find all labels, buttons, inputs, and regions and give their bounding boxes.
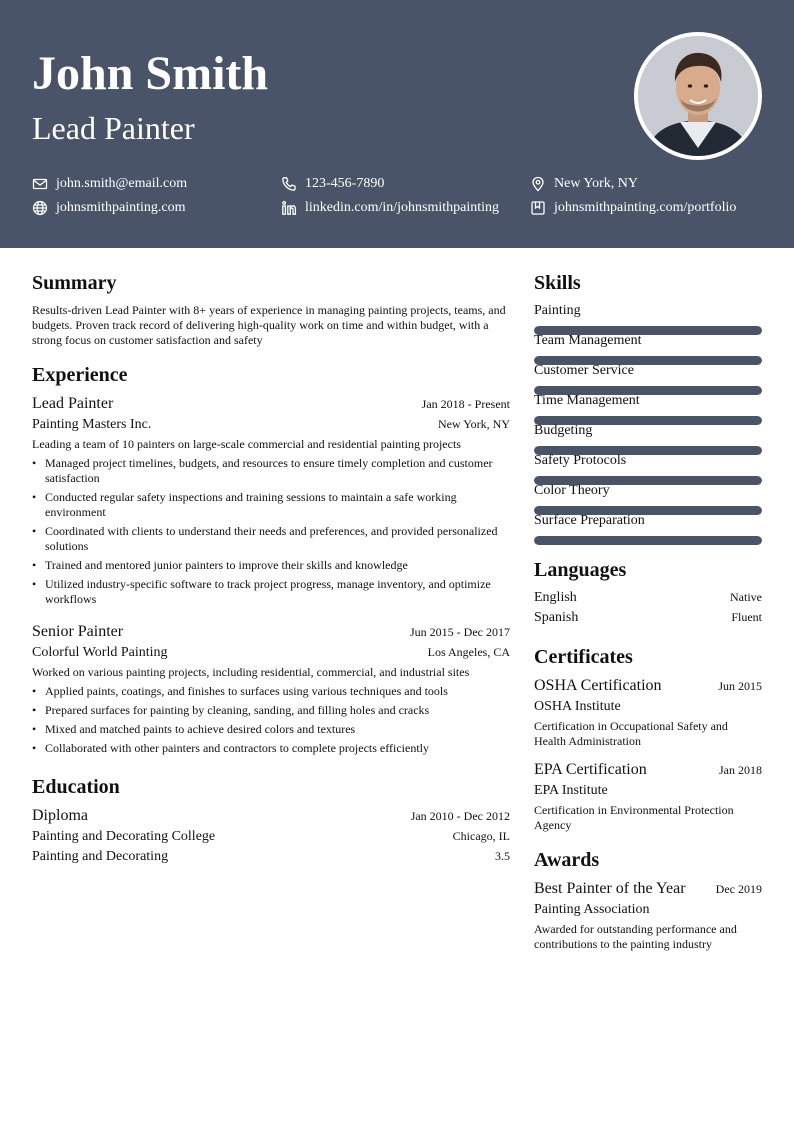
linkedin-text: linkedin.com/in/johnsmithpainting: [305, 200, 500, 215]
job-2-company: Colorful World Painting: [32, 645, 168, 660]
list-item: • Prepared surfaces for painting by cleaning, sanding, and filling holes and cracks: [32, 703, 510, 718]
summary-heading: Summary: [32, 272, 117, 294]
job-1-company: Painting Masters Inc.: [32, 417, 152, 432]
list-item: • Mixed and matched paints to achieve desired colors and textures: [32, 722, 510, 737]
certificate-1-row: [534, 676, 762, 696]
education-field: Painting and Decorating: [32, 849, 169, 864]
list-item: • Collaborated with other painters and contractors to complete projects efficiently: [32, 741, 510, 756]
certificate-2-row: [534, 760, 762, 780]
award-1-name: Best Painter of the Year: [534, 880, 686, 897]
languages-heading: Languages: [534, 559, 627, 581]
job-1-title-row: [32, 394, 510, 414]
skill-name: Customer Service: [534, 363, 634, 378]
job-1-title: Lead Painter: [32, 395, 114, 412]
experience-heading: Experience: [32, 364, 128, 386]
profile-photo: [634, 32, 762, 160]
globe-icon: [32, 200, 48, 216]
job-2-location: Los Angeles, CA: [427, 645, 510, 659]
job-2-title: Senior Painter: [32, 623, 124, 640]
contact-linkedin[interactable]: [281, 200, 499, 216]
skill-item: [534, 332, 762, 350]
list-item: • Applied paints, coatings, and finishes to surfaces using various techniques and tools: [32, 684, 510, 699]
language-level: Fluent: [731, 610, 762, 624]
education-school: Painting and Decorating College: [32, 829, 216, 844]
skill-item: [534, 482, 762, 500]
certificate-2-issuer: EPA Institute: [534, 783, 608, 798]
job-1-description: Leading a team of 10 painters on large-scale commercial and residential painting projects: [32, 437, 461, 451]
awards-heading: Awards: [534, 849, 600, 871]
certificates-heading: Certificates: [534, 646, 633, 668]
skill-name: Time Management: [534, 393, 640, 408]
job-1-location: New York, NY: [437, 417, 510, 431]
skill-bar: [534, 536, 762, 545]
contact-location: [530, 176, 638, 192]
skill-item: [534, 302, 762, 320]
phone-text: 123-456-7890: [305, 176, 385, 191]
skill-name: Color Theory: [534, 483, 610, 498]
language-row: [534, 609, 762, 627]
skill-name: Team Management: [534, 333, 642, 348]
email-text: john.smith@email.com: [56, 176, 188, 191]
summary-text: Results-driven Lead Painter with 8+ years of experience in managing painting projects, teams, and budgets. Proven track record of delivering high-quality work on time and within budget, with a strong focus on customer satisfaction and safety: [32, 303, 506, 347]
education-school-row: [32, 828, 510, 846]
language-row: [534, 589, 762, 607]
skill-item: [534, 422, 762, 440]
location-text: New York, NY: [554, 176, 639, 191]
list-item: • Managed project timelines, budgets, and resources to ensure timely completion and customer satisfaction: [32, 456, 510, 486]
certificate-1-date: Jun 2015: [718, 679, 762, 693]
education-location: Chicago, IL: [452, 829, 510, 843]
certificate-1-name: OSHA Certification: [534, 677, 662, 694]
skill-name: Painting: [534, 303, 581, 318]
contact-phone[interactable]: [281, 176, 384, 192]
skill-item: [534, 392, 762, 410]
education-dates: Jan 2010 - Dec 2012: [410, 809, 510, 823]
list-item: • Trained and mentored junior painters to improve their skills and knowledge: [32, 558, 510, 573]
skill-bar-fill: [534, 536, 762, 545]
list-item: • Utilized industry-specific software to track project progress, manage inventory, and optimize workflows: [32, 577, 510, 607]
award-1-issuer: Painting Association: [534, 902, 650, 917]
education-heading: Education: [32, 776, 120, 798]
list-item: • Coordinated with clients to understand their needs and preferences, and provided personalized solutions: [32, 524, 510, 554]
job-2-description: Worked on various painting projects, including residential, commercial, and industrial sites: [32, 665, 470, 679]
contact-portfolio[interactable]: [530, 200, 736, 216]
award-1-date: Dec 2019: [715, 882, 762, 896]
linkedin-icon: [281, 200, 297, 216]
job-2-company-row: [32, 644, 510, 662]
education-degree-row: [32, 806, 510, 826]
candidate-name: John Smith: [32, 47, 269, 100]
certificate-2-date: Jan 2018: [719, 763, 762, 777]
job-1-company-row: [32, 416, 510, 434]
contact-email[interactable]: [32, 176, 187, 192]
award-1-row: [534, 879, 762, 899]
language-level: Native: [730, 590, 762, 604]
job-1-bullets: [32, 456, 510, 611]
certificate-2-name: EPA Certification: [534, 761, 647, 778]
skill-item: [534, 452, 762, 470]
candidate-title: Lead Painter: [32, 110, 195, 146]
language-name: Spanish: [534, 610, 579, 625]
job-1-dates: Jan 2018 - Present: [421, 397, 510, 411]
portfolio-text: johnsmithpainting.com/portfolio: [554, 200, 737, 215]
job-2-dates: Jun 2015 - Dec 2017: [410, 625, 510, 639]
job-2-bullets: [32, 684, 510, 760]
location-pin-icon: [530, 176, 546, 192]
website-text: johnsmithpainting.com: [56, 200, 186, 215]
skills-heading: Skills: [534, 272, 581, 294]
resume-header: [0, 0, 794, 248]
certificate-1-issuer: OSHA Institute: [534, 699, 621, 714]
award-1-description: Awarded for outstanding performance and contributions to the painting industry: [534, 922, 737, 951]
education-field-row: [32, 848, 510, 866]
education-degree: Diploma: [32, 807, 88, 824]
skill-name: Safety Protocols: [534, 453, 627, 468]
list-item: • Conducted regular safety inspections and training sessions to maintain a safe working environment: [32, 490, 510, 520]
education-gpa: 3.5: [495, 849, 510, 863]
language-name: English: [534, 590, 577, 605]
job-2-title-row: [32, 622, 510, 642]
certificate-1-description: Certification in Occupational Safety and Health Administration: [534, 719, 728, 748]
skill-name: Surface Preparation: [534, 513, 645, 528]
skill-item: [534, 362, 762, 380]
skill-name: Budgeting: [534, 423, 593, 438]
portfolio-icon: [530, 200, 546, 216]
phone-icon: [281, 176, 297, 192]
mail-icon: [32, 176, 48, 192]
skill-item: [534, 512, 762, 530]
certificate-2-description: Certification in Environmental Protection Agency: [534, 803, 734, 832]
contact-website[interactable]: [32, 200, 186, 216]
